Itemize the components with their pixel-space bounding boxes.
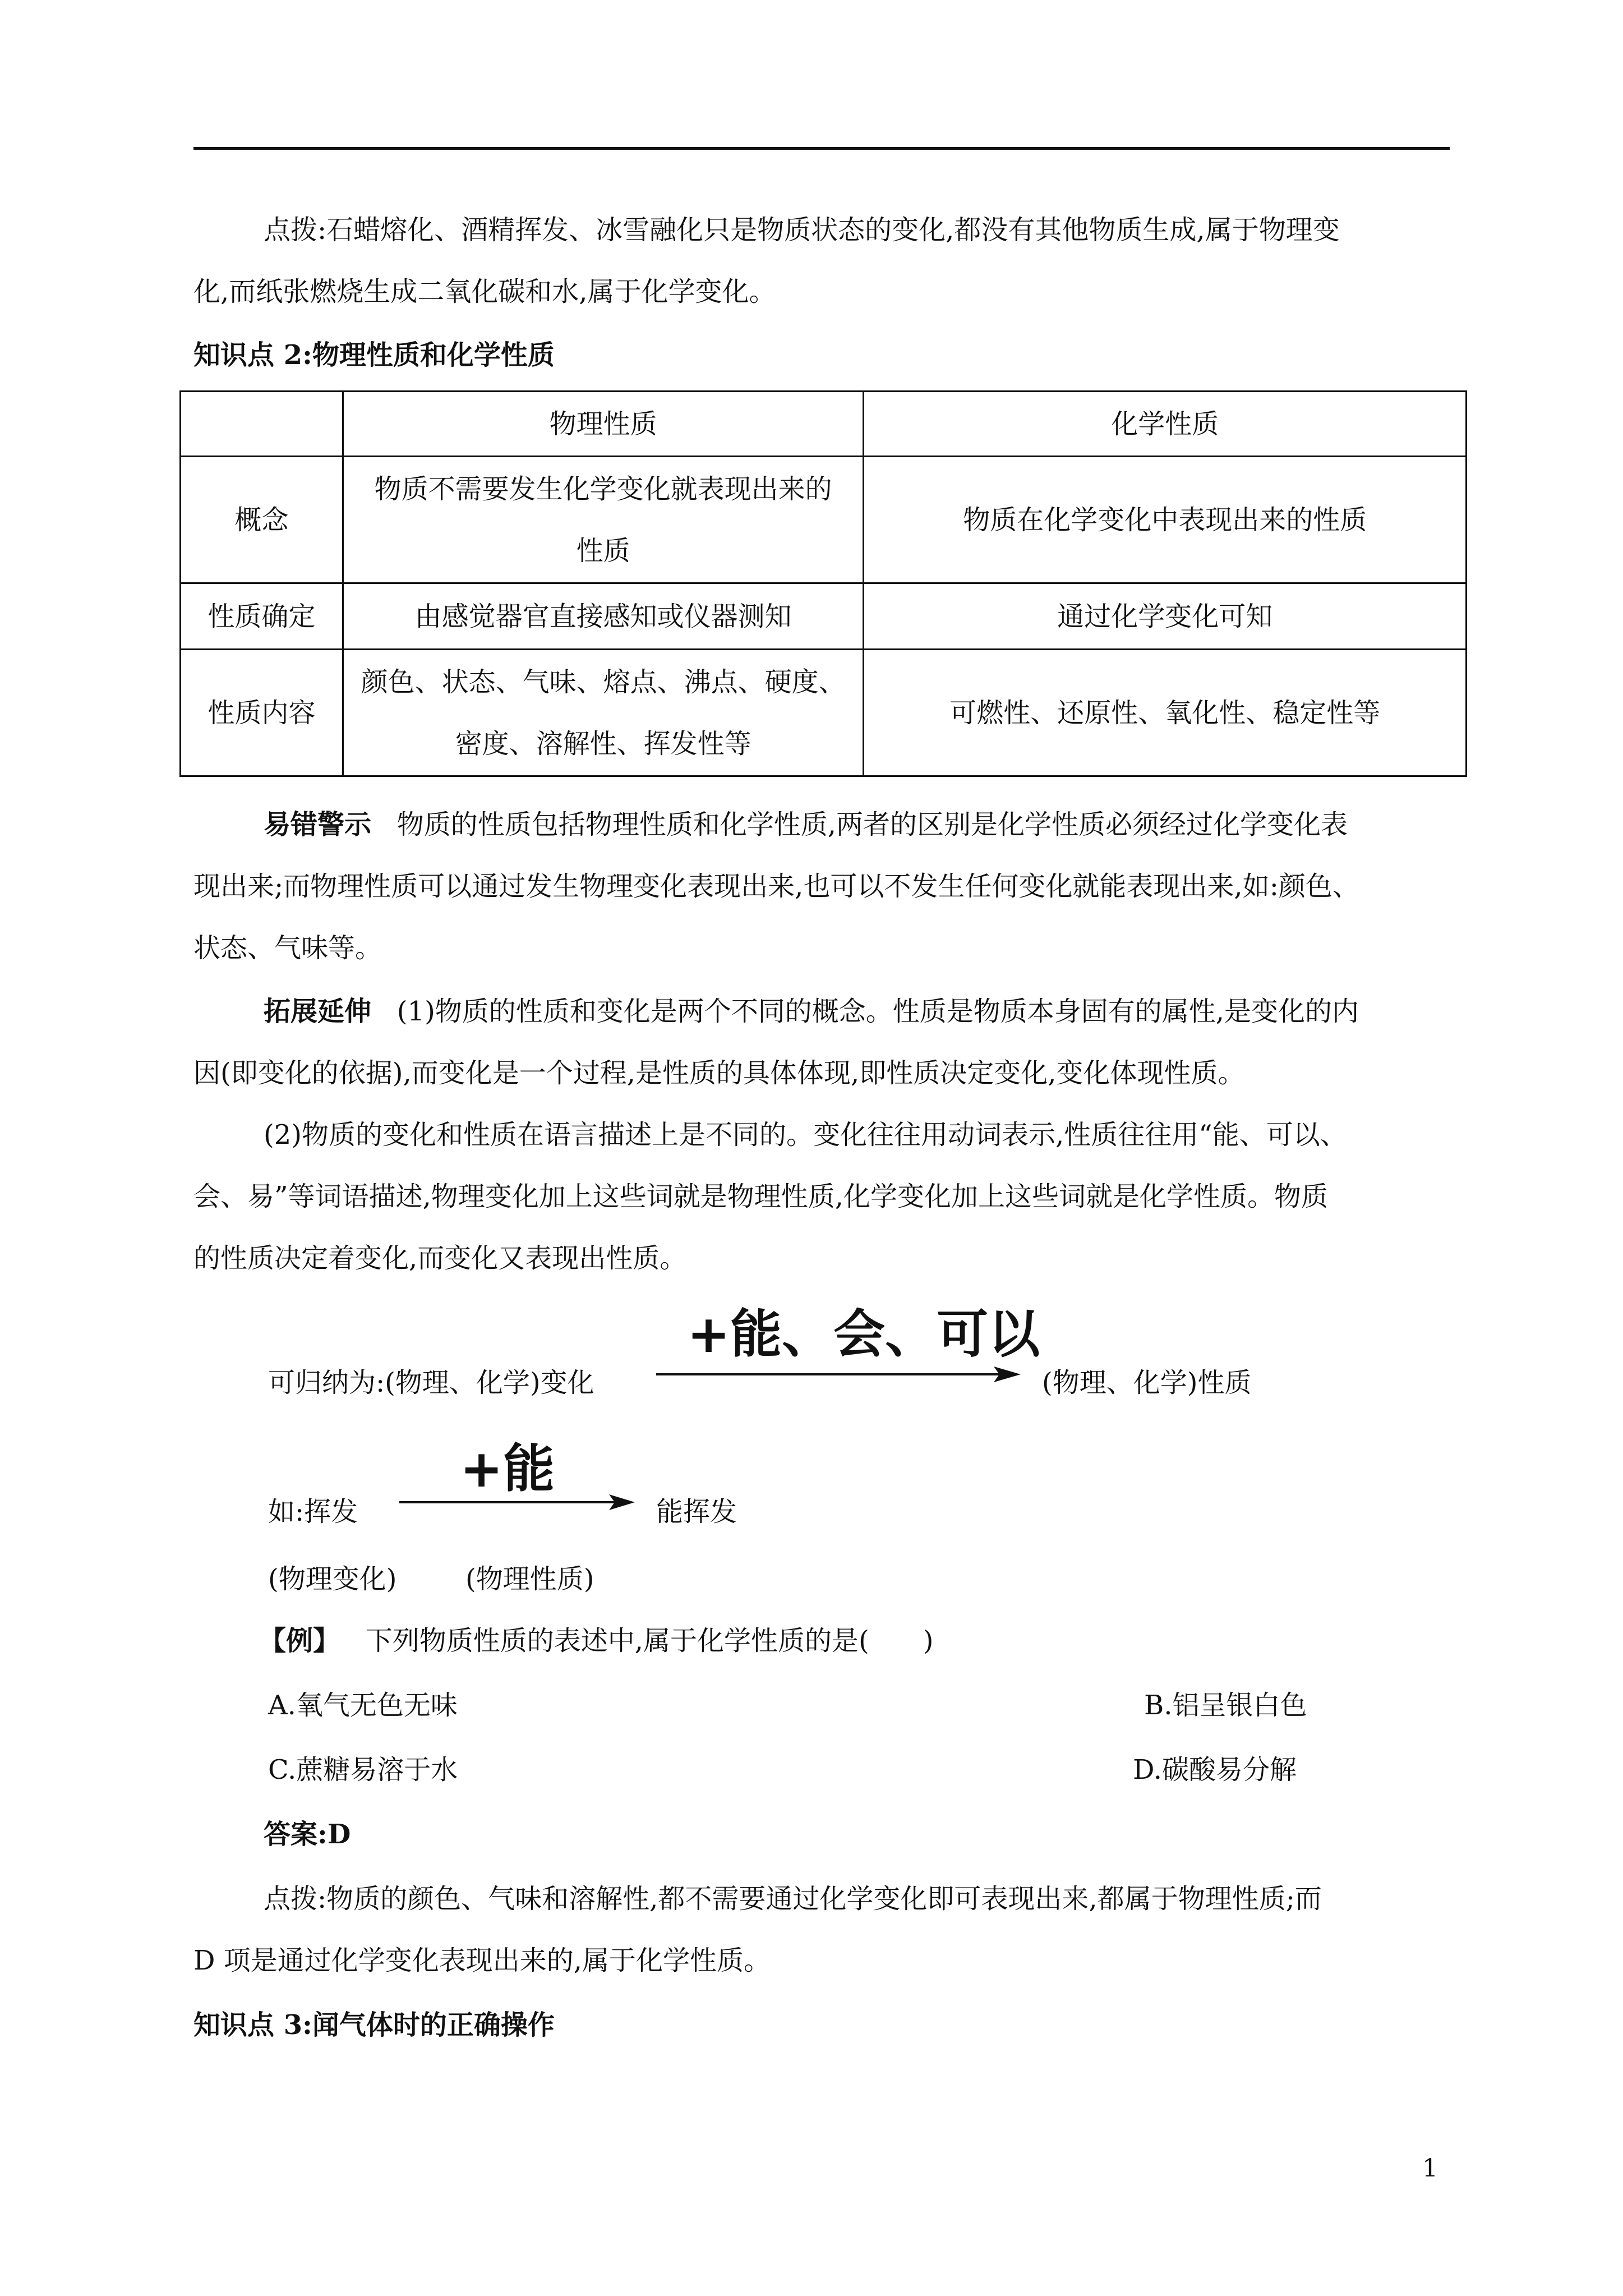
table-row: [181, 583, 1467, 650]
table-header-chemical: 化学性质: [864, 392, 1467, 457]
option-a: A.氧气无色无味: [268, 1690, 458, 1721]
example-tag: 【例】: [259, 1625, 340, 1657]
warning-line1: [264, 794, 1348, 855]
summary-arrow-icon: [656, 1363, 1021, 1386]
extension-p1-line2: 因(即变化的依据),而变化是一个过程,是性质的具体体现,即性质决定变化,变化体现性质。: [193, 1057, 1245, 1089]
row-label-determination: 性质确定: [181, 583, 343, 650]
summary-arrow-label: +能、会、可以: [687, 1304, 1040, 1364]
table-row: [181, 650, 1467, 776]
extension-p2-line3: 的性质决定着变化,而变化又表现出性质。: [193, 1243, 687, 1274]
table-header-physical: 物理性质: [343, 392, 864, 457]
example-arrow-icon: [399, 1491, 635, 1513]
caption-physical-property: (物理性质): [465, 1563, 594, 1595]
section-title-kp3: 知识点 3:闻气体时的正确操作: [193, 2009, 555, 2041]
cell-line: 密度、溶解性、挥发性等: [455, 728, 751, 760]
example-hint-line1: 点拨:物质的颜色、气味和溶解性,都不需要通过化学变化即可表现出来,都属于物理性质;而: [264, 1883, 1322, 1915]
warning-text: 物质的性质包括物理性质和化学性质,两者的区别是化学性质必须经过化学变化表: [396, 809, 1348, 840]
extension-p2-line2: 会、易”等词语描述,物理变化加上这些词就是物理性质,化学变化加上这些词就是化学性质。物质: [193, 1181, 1329, 1212]
table-row: [181, 457, 1467, 583]
cell-physical-concept: [343, 457, 864, 583]
example-question: [259, 1610, 934, 1672]
caption-physical-change: (物理变化): [268, 1563, 397, 1595]
example-hint-line2: D 项是通过化学变化表现出来的,属于化学性质。: [193, 1945, 771, 1976]
table-header-empty: [181, 392, 343, 457]
cell-line: 物质不需要发生化学变化就表现出来的: [374, 473, 832, 505]
row-label-concept: 概念: [181, 457, 343, 583]
header-rule: [193, 147, 1450, 150]
example-question-text: 下列物质性质的表述中,属于化学性质的是( ): [365, 1625, 934, 1657]
extension-p1-line1: [264, 981, 1359, 1042]
summary-prefix: 可归纳为:(物理、化学)变化: [268, 1367, 594, 1398]
cell-line: 性质: [576, 535, 630, 567]
table-header-row: [181, 392, 1467, 457]
cell-chemical-content: 可燃性、还原性、氧化性、稳定性等: [864, 650, 1467, 776]
answer: 答案:D: [264, 1819, 351, 1850]
summary-result: (物理、化学)性质: [1042, 1367, 1252, 1398]
example-arrow-prefix: 如:挥发: [268, 1496, 358, 1527]
cell-physical-content: [343, 650, 864, 776]
cell-physical-determination: 由感觉器官直接感知或仪器测知: [343, 583, 864, 650]
row-label-content: 性质内容: [181, 650, 343, 776]
example-arrow-result: 能挥发: [656, 1496, 737, 1527]
warning-line3: 状态、气味等。: [193, 932, 382, 964]
option-b: B.铝呈银白色: [1144, 1690, 1307, 1721]
warning-label: 易错警示: [264, 809, 372, 840]
warning-line2: 现出来;而物理性质可以通过发生物理变化表现出来,也可以不发生任何变化就能表现出来,如:颜色、: [193, 871, 1359, 902]
properties-table: [179, 390, 1467, 777]
option-c: C.蔗糖易溶于水: [268, 1754, 458, 1786]
cell-line: 颜色、状态、气味、熔点、沸点、硬度、: [361, 666, 846, 698]
extension-p2-line1: (2)物质的变化和性质在语言描述上是不同的。变化往往用动词表示,性质往往用“能、可以、: [264, 1119, 1347, 1151]
extension-label: 拓展延伸: [264, 996, 372, 1027]
intro-hint-line1: 点拨:石蜡熔化、酒精挥发、冰雪融化只是物质状态的变化,都没有其他物质生成,属于物理变: [264, 214, 1340, 246]
cell-chemical-determination: 通过化学变化可知: [864, 583, 1467, 650]
page-number: 1: [1422, 2154, 1438, 2183]
intro-hint-line2: 化,而纸张燃烧生成二氧化碳和水,属于化学变化。: [193, 276, 776, 307]
cell-chemical-concept: 物质在化学变化中表现出来的性质: [864, 457, 1467, 583]
section-title-kp2: 知识点 2:物理性质和化学性质: [193, 339, 555, 371]
option-d: D.碳酸易分解: [1133, 1754, 1297, 1786]
example-arrow-label: +能: [460, 1439, 555, 1499]
extension-text: (1)物质的性质和变化是两个不同的概念。性质是物质本身固有的属性,是变化的内: [396, 996, 1359, 1027]
